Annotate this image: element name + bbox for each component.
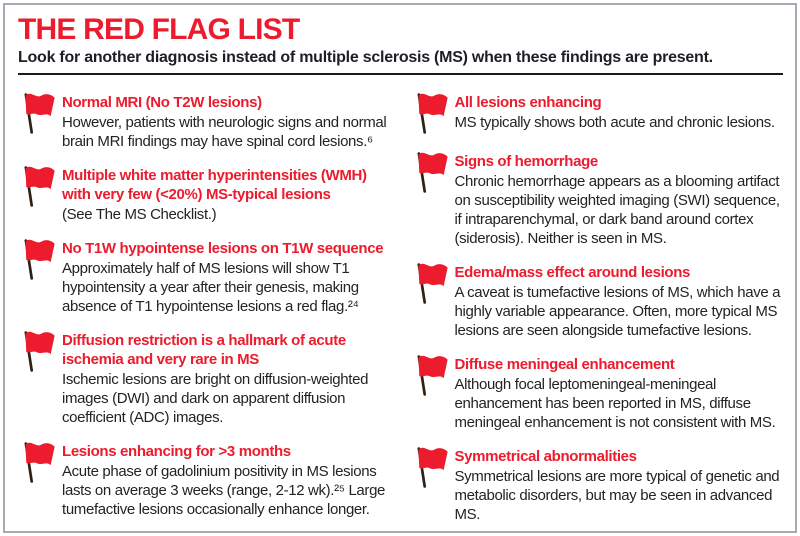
item-heading: Multiple white matter hyperintensities (WMH) with very few (<20%) MS-typical lesions — [62, 167, 367, 203]
flag-item-edema-mass-effect — [413, 263, 784, 340]
flag-item-all-lesions-enhancing — [413, 93, 784, 137]
left-column — [20, 78, 391, 524]
red-flag-icon — [413, 152, 455, 248]
item-body: (See The MS Checklist.) — [62, 206, 217, 223]
item-text — [62, 442, 391, 519]
flag-item-signs-of-hemorrhage — [413, 152, 784, 248]
item-body: However, patients with neurologic signs and normal brain MRI findings may have spinal cord lesions.⁶ — [62, 114, 387, 150]
red-flag-list-document — [3, 3, 797, 533]
flag-item-lesions-enhancing-3-months — [20, 442, 391, 519]
item-heading: Signs of hemorrhage — [454, 153, 598, 170]
item-text — [455, 152, 784, 248]
content-columns — [18, 75, 785, 524]
item-text — [62, 331, 391, 427]
item-heading: Diffusion restriction is a hallmark of acute ischemia and very rare in MS — [62, 332, 346, 368]
red-flag-icon — [413, 447, 455, 524]
item-heading: Symmetrical abnormalities — [454, 448, 637, 465]
item-heading: Edema/mass effect around lesions — [454, 264, 691, 281]
item-body: Approximately half of MS lesions will show T1 hypointensity a year after their genesis, making absence of T1 hypointense lesions a red flag.²⁴ — [62, 260, 359, 315]
item-body: Ischemic lesions are bright on diffusion-weighted images (DWI) and dark on apparent diffusion coefficient (ADC) images. — [62, 371, 369, 426]
page-title: THE RED FLAG LIST — [18, 13, 300, 46]
flag-item-symmetrical-abnormalities — [413, 447, 784, 524]
item-text — [62, 239, 391, 316]
flag-item-diffusion-restriction — [20, 331, 391, 427]
item-body: Symmetrical lesions are more typical of genetic and metabolic disorders, but may be seen in advanced MS. — [454, 468, 780, 523]
red-flag-icon — [20, 239, 62, 316]
red-flag-icon — [20, 166, 62, 224]
red-flag-icon — [413, 263, 455, 340]
item-heading: All lesions enhancing — [454, 94, 602, 111]
item-heading: Lesions enhancing for >3 months — [62, 443, 291, 460]
item-heading: Diffuse meningeal enhancement — [454, 356, 675, 373]
item-heading: Normal MRI (No T2W lesions) — [62, 94, 262, 111]
item-text — [455, 263, 784, 340]
flag-item-wmh — [20, 166, 391, 224]
right-column — [413, 78, 784, 524]
item-text — [455, 447, 784, 524]
item-heading: No T1W hypointense lesions on T1W sequence — [62, 240, 384, 257]
item-body: A caveat is tumefactive lesions of MS, which have a highly variable appearance. Often, more typical MS lesions are seen alongside tumefactive lesions. — [454, 284, 781, 339]
red-flag-icon — [20, 442, 62, 519]
item-body: Acute phase of gadolinium positivity in MS lesions lasts on average 3 weeks (range, 2-12 wk).²⁵ Large tumefactive lesions occasionally enhance longer. — [62, 463, 386, 518]
red-flag-icon — [413, 93, 455, 137]
item-text — [455, 355, 784, 432]
item-body: MS typically shows both acute and chronic lesions. — [454, 114, 775, 131]
flag-item-normal-mri — [20, 93, 391, 151]
flag-item-diffuse-meningeal-enhancement — [413, 355, 784, 432]
item-body: Although focal leptomeningeal-meningeal enhancement has been reported in MS, diffuse meningeal enhancement is not consistent with MS. — [454, 376, 776, 431]
item-text — [62, 93, 391, 151]
red-flag-icon — [20, 331, 62, 427]
red-flag-icon — [20, 93, 62, 151]
item-text — [62, 166, 391, 224]
flag-item-t1w-hypointense — [20, 239, 391, 316]
red-flag-icon — [413, 355, 455, 432]
item-text — [455, 93, 784, 137]
page-subtitle: Look for another diagnosis instead of multiple sclerosis (MS) when these findings are present. — [18, 49, 713, 66]
item-body: Chronic hemorrhage appears as a blooming artifact on susceptibility weighted imaging (SWI) sequence, if intraparenchymal, or dark band around cortex (siderosis). Neither is seen in MS. — [454, 173, 780, 247]
